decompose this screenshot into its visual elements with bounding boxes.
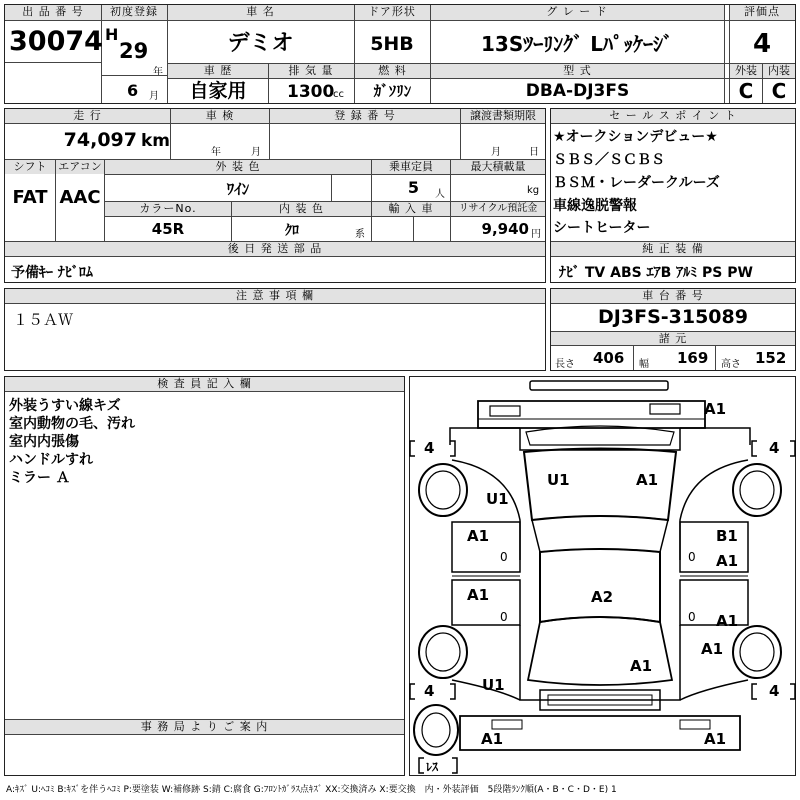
inspector-line: 室内内張傷 (9, 434, 79, 450)
transfer-month-unit: 月 (491, 147, 501, 158)
reg-no-label: 登 録 番 号 (270, 109, 460, 123)
inspector-line: ハンドルすれ (9, 452, 93, 468)
tire-rear-right: 4 (769, 682, 780, 700)
ext-grade: C (738, 79, 754, 103)
inspector-box (4, 376, 405, 776)
width-label: 幅 (639, 359, 649, 370)
sales-point: ＢＳＭ・レーダークルーズ (553, 175, 720, 191)
mileage-label: 走 行 (5, 109, 170, 123)
height: 152 (755, 349, 787, 367)
dims-label: 諸 元 (551, 332, 795, 345)
history-label: 車 歴 (168, 64, 268, 78)
load-unit: kg (527, 185, 540, 196)
chassis-label: 車 台 番 号 (551, 289, 795, 303)
code-roof: A2 (591, 588, 614, 606)
code-rear-bumper-left: A1 (481, 730, 504, 748)
capacity: 5 (407, 178, 419, 197)
recycle-label: リサイクル預託金 (451, 202, 545, 216)
equipment-items: ﾅﾋﾞ TV ABS ｴｱB ｱﾙﾐ PS PW (559, 265, 753, 281)
vehicle-history: 自家用 (189, 80, 247, 102)
notes-box (4, 288, 546, 371)
tire-front-right: 4 (769, 439, 780, 457)
insp-year-unit: 年 (211, 147, 221, 158)
inspector-line: 外装うすい線キズ (9, 398, 121, 414)
recycle-fee: 9,940 (481, 220, 529, 238)
car-name-label: 車 名 (167, 5, 354, 20)
load-label: 最大積載量 (451, 160, 545, 174)
code-rear-bumper-right: A1 (704, 730, 727, 748)
sales-point: シートヒーター (553, 220, 651, 236)
notes-text: １５ＡＷ (13, 311, 74, 329)
displacement-unit: cc (333, 89, 344, 100)
insp-month-unit: 月 (251, 147, 261, 158)
ext-label: 外装 (730, 64, 762, 78)
sales-point: ★オークションデビュー★ (553, 129, 718, 145)
ac-label: エアコン (56, 160, 104, 174)
lot-number: 30074 (9, 26, 103, 57)
vehicle-info-box (4, 108, 546, 283)
capacity-label: 乗車定員 (372, 160, 450, 174)
inspector-label: 検 査 員 記 入 欄 (5, 377, 404, 391)
code-front-door-right: A1 (716, 552, 739, 570)
code-front-bumper: A1 (704, 400, 727, 418)
int-grade: C (771, 79, 787, 103)
mileage: 74,097 (63, 129, 137, 151)
later-parts-label: 後 日 発 送 部 品 (5, 242, 545, 256)
width: 169 (677, 349, 709, 367)
equipment-label: 純 正 装 備 (551, 242, 795, 256)
sales-point: 車線逸脱警報 (553, 198, 637, 214)
int-color-unit: 系 (355, 229, 365, 240)
shift-label: シフト (5, 160, 55, 174)
score-label: 評価点 (729, 5, 795, 20)
grade: 13Sﾂｰﾘﾝｸﾞ Lﾊﾟｯｹｰｼﾞ (481, 32, 673, 56)
fuel-label: 燃 料 (355, 64, 430, 78)
transfer-label: 譲渡書類期限 (461, 109, 545, 123)
recycle-unit: 円 (531, 229, 541, 240)
code-rear-door-right-small: 0 (688, 610, 696, 624)
interior-color: ｸﾛ (285, 223, 299, 239)
length: 406 (593, 349, 625, 367)
tire-rear-left: 4 (424, 682, 435, 700)
code-rear-hatch: A1 (630, 657, 653, 675)
sales-points-box (550, 108, 796, 283)
height-label: 高さ (721, 359, 741, 370)
spare-tire-label: ﾚｽ (426, 760, 439, 774)
code-rear-door-right: A1 (716, 612, 739, 630)
reg-year-unit: 年 (153, 67, 163, 78)
air-conditioner: AAC (59, 187, 101, 208)
lot-no-label: 出 品 番 号 (5, 5, 101, 20)
color-number: 45R (151, 220, 185, 238)
first-reg-label: 初度登録 (101, 5, 167, 20)
int-label: 内装 (763, 64, 795, 78)
code-front-door-right-top: B1 (716, 527, 738, 545)
sales-point: ＳＢＳ／ＳＣＢＳ (553, 152, 665, 168)
grade-label: グ レ ー ド (430, 5, 724, 20)
code-front-door-left-small: 0 (500, 550, 508, 564)
damage-diagram-box (409, 376, 796, 776)
car-name: デミオ (227, 31, 294, 56)
fuel: ｶﾞｿﾘﾝ (373, 82, 412, 100)
later-parts: 予備ｷｰ ﾅﾋﾞﾛﾑ (11, 265, 93, 281)
length-label: 長さ (555, 359, 575, 370)
reg-month-unit: 月 (149, 91, 159, 102)
code-front-door-left: A1 (467, 527, 490, 545)
legend: A:ｷｽﾞ U:ﾍｺﾐ B:ｷｽﾞを伴うﾍｺﾐ P:要塗装 W:補修跡 S:錆 C:腐食 G:ﾌﾛﾝﾄｶﾞﾗｽ点ｷｽﾞ XX:交換済み X:要交換 内・外装評価 5段階ﾗﾝｸ順(A・B・C・D・E) 1 (6, 785, 617, 795)
tire-front-left: 4 (424, 439, 435, 457)
model-code: DBA-DJ3FS (525, 81, 630, 101)
door-type: 5HB (370, 33, 414, 55)
ext-color-label: 外 装 色 (105, 160, 371, 174)
code-front-door-right-small: 0 (688, 550, 696, 564)
code-hood-right: A1 (636, 471, 659, 489)
displacement: 1300 (287, 82, 335, 102)
header-box (4, 4, 796, 104)
inspector-line: ミラー Ａ (9, 470, 70, 486)
capacity-unit: 人 (435, 189, 445, 200)
code-rear-fender-right: A1 (701, 640, 724, 658)
inspection-label: 車 検 (171, 109, 269, 123)
int-color-label: 内 装 色 (232, 202, 371, 216)
office-label: 事 務 局 よ り ご 案 内 (5, 720, 404, 734)
shift: FAT (12, 187, 48, 208)
sales-points-label: セ ー ル ス ポ イ ン ト (551, 109, 795, 123)
code-hood-left: U1 (547, 471, 570, 489)
color-no-label: カラーNo. (105, 202, 231, 216)
transfer-day-unit: 日 (529, 147, 539, 158)
mileage-unit: km (141, 131, 171, 151)
code-rear-door-left: A1 (467, 586, 490, 604)
import-label: 輸 入 車 (372, 202, 450, 216)
code-rear-fender-left: U1 (482, 676, 505, 694)
era: H (105, 25, 119, 44)
code-front-fender-left: U1 (486, 490, 509, 508)
displacement-label: 排 気 量 (268, 64, 354, 78)
notes-label: 注 意 事 項 欄 (5, 289, 545, 303)
exterior-color: ﾜｲﾝ (226, 180, 250, 198)
reg-year: 29 (119, 39, 149, 63)
score: 4 (752, 29, 772, 59)
model-label: 型 式 (431, 64, 724, 78)
chassis-box (550, 288, 796, 371)
chassis-number: DJ3FS-315089 (598, 306, 748, 328)
inspector-line: 室内動物の毛、汚れ (9, 416, 135, 432)
reg-month: 6 (127, 81, 139, 100)
code-rear-door-left-small: 0 (500, 610, 508, 624)
door-label: ドア形状 (354, 5, 430, 20)
